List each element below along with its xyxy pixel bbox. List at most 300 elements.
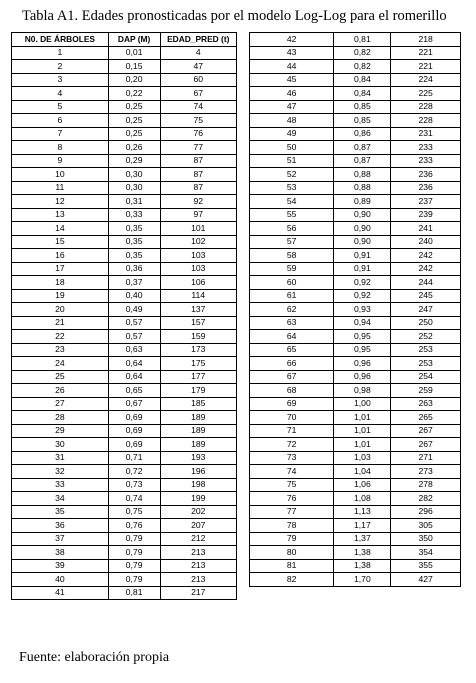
table-row [250,249,461,263]
table-body-left [12,46,237,600]
table-row [250,559,461,573]
cell-dap: 0,15 [108,60,160,74]
table-row [250,438,461,452]
cell-age: 236 [391,168,461,182]
cell-dap: 1,13 [334,505,391,519]
cell-age: 179 [160,384,237,398]
table-row [250,343,461,357]
cell-age: 137 [160,303,237,317]
cell-age: 212 [160,532,237,546]
cell-tree-number: 24 [12,357,109,371]
cell-tree-number: 41 [12,586,109,600]
table-row [250,478,461,492]
cell-dap: 0,85 [334,100,391,114]
cell-age: 252 [391,330,461,344]
cell-tree-number: 3 [12,73,109,87]
cell-age: 305 [391,519,461,533]
table-row [12,60,237,74]
cell-age: 77 [160,141,237,155]
cell-dap: 0,29 [108,154,160,168]
table-row [12,262,237,276]
cell-tree-number: 56 [250,222,334,236]
cell-tree-number: 75 [250,478,334,492]
table-row [250,46,461,60]
table-row [250,195,461,209]
cell-age: 74 [160,100,237,114]
cell-dap: 1,38 [334,559,391,573]
cell-tree-number: 32 [12,465,109,479]
table-row [250,370,461,384]
cell-tree-number: 79 [250,532,334,546]
table-row [12,100,237,114]
cell-dap: 1,38 [334,546,391,560]
cell-age: 237 [391,195,461,209]
cell-dap: 0,92 [334,289,391,303]
cell-age: 87 [160,154,237,168]
cell-age: 263 [391,397,461,411]
table-row [250,397,461,411]
table-row [250,168,461,182]
cell-tree-number: 78 [250,519,334,533]
table-row [250,141,461,155]
table-row [12,195,237,209]
cell-tree-number: 14 [12,222,109,236]
cell-dap: 0,64 [108,370,160,384]
table-row [250,424,461,438]
cell-tree-number: 52 [250,168,334,182]
table-row [250,181,461,195]
table-row [12,505,237,519]
cell-dap: 0,86 [334,127,391,141]
table-row [12,235,237,249]
table-row [250,411,461,425]
cell-tree-number: 59 [250,262,334,276]
cell-tree-number: 12 [12,195,109,209]
table-row [12,181,237,195]
cell-tree-number: 50 [250,141,334,155]
cell-tree-number: 38 [12,546,109,560]
table-row [250,573,461,587]
cell-age: 189 [160,438,237,452]
cell-tree-number: 64 [250,330,334,344]
table-row [250,100,461,114]
cell-dap: 0,35 [108,222,160,236]
cell-age: 60 [160,73,237,87]
cell-dap: 0,81 [334,33,391,47]
cell-dap: 1,37 [334,532,391,546]
cell-dap: 0,35 [108,249,160,263]
cell-tree-number: 47 [250,100,334,114]
cell-dap: 0,87 [334,141,391,155]
cell-dap: 0,79 [108,546,160,560]
table-row [12,411,237,425]
cell-age: 103 [160,262,237,276]
table-row [250,316,461,330]
cell-tree-number: 71 [250,424,334,438]
cell-age: 159 [160,330,237,344]
cell-dap: 0,40 [108,289,160,303]
cell-tree-number: 2 [12,60,109,74]
table-row [12,357,237,371]
cell-tree-number: 42 [250,33,334,47]
table-row [12,141,237,155]
cell-tree-number: 77 [250,505,334,519]
cell-age: 4 [160,46,237,60]
cell-tree-number: 13 [12,208,109,222]
cell-age: 240 [391,235,461,249]
table-row [250,451,461,465]
cell-dap: 0,69 [108,424,160,438]
cell-dap: 1,70 [334,573,391,587]
cell-tree-number: 22 [12,330,109,344]
cell-tree-number: 70 [250,411,334,425]
cell-tree-number: 4 [12,87,109,101]
cell-tree-number: 27 [12,397,109,411]
cell-tree-number: 9 [12,154,109,168]
cell-tree-number: 18 [12,276,109,290]
cell-tree-number: 67 [250,370,334,384]
cell-tree-number: 29 [12,424,109,438]
cell-dap: 0,75 [108,505,160,519]
cell-tree-number: 23 [12,343,109,357]
table-row [12,249,237,263]
cell-age: 218 [391,33,461,47]
cell-age: 75 [160,114,237,128]
cell-dap: 0,67 [108,397,160,411]
cell-dap: 0,25 [108,114,160,128]
cell-dap: 0,37 [108,276,160,290]
cell-age: 92 [160,195,237,209]
table-row [12,573,237,587]
table-row [250,465,461,479]
cell-age: 207 [160,519,237,533]
cell-age: 350 [391,532,461,546]
cell-dap: 0,92 [334,276,391,290]
age-table-right [249,32,461,587]
cell-tree-number: 39 [12,559,109,573]
cell-dap: 0,90 [334,222,391,236]
table-row [12,438,237,452]
cell-dap: 0,73 [108,478,160,492]
cell-tree-number: 34 [12,492,109,506]
cell-tree-number: 53 [250,181,334,195]
cell-age: 87 [160,181,237,195]
cell-dap: 0,69 [108,438,160,452]
cell-dap: 0,30 [108,168,160,182]
table-body-right [250,33,461,587]
cell-tree-number: 69 [250,397,334,411]
table-row [12,424,237,438]
table-row [250,235,461,249]
cell-tree-number: 28 [12,411,109,425]
table-row [250,546,461,560]
cell-age: 87 [160,168,237,182]
cell-dap: 0,76 [108,519,160,533]
cell-tree-number: 16 [12,249,109,263]
cell-age: 250 [391,316,461,330]
cell-age: 189 [160,424,237,438]
cell-dap: 0,96 [334,357,391,371]
table-row [250,276,461,290]
cell-age: 225 [391,87,461,101]
cell-age: 221 [391,46,461,60]
cell-tree-number: 30 [12,438,109,452]
cell-dap: 0,93 [334,303,391,317]
cell-dap: 0,57 [108,330,160,344]
table-row [250,208,461,222]
cell-age: 196 [160,465,237,479]
cell-tree-number: 54 [250,195,334,209]
table-row [250,492,461,506]
cell-age: 355 [391,559,461,573]
cell-dap: 1,08 [334,492,391,506]
cell-age: 213 [160,546,237,560]
cell-age: 239 [391,208,461,222]
cell-age: 253 [391,343,461,357]
cell-age: 76 [160,127,237,141]
cell-age: 114 [160,289,237,303]
table-row [250,262,461,276]
table-row [12,465,237,479]
cell-age: 67 [160,87,237,101]
cell-dap: 0,88 [334,181,391,195]
cell-dap: 0,81 [108,586,160,600]
source-note: Fuente: elaboración propia [19,650,170,665]
cell-tree-number: 45 [250,73,334,87]
cell-age: 231 [391,127,461,141]
cell-dap: 0,91 [334,262,391,276]
cell-dap: 1,01 [334,438,391,452]
cell-tree-number: 46 [250,87,334,101]
cell-tree-number: 7 [12,127,109,141]
cell-dap: 0,85 [334,114,391,128]
cell-dap: 0,01 [108,46,160,60]
table-row [12,519,237,533]
cell-dap: 1,03 [334,451,391,465]
cell-age: 254 [391,370,461,384]
table-row [12,546,237,560]
cell-dap: 0,90 [334,208,391,222]
table-row [12,168,237,182]
cell-dap: 0,71 [108,451,160,465]
table-row [250,222,461,236]
table-row [12,46,237,60]
cell-dap: 0,79 [108,573,160,587]
cell-dap: 0,31 [108,195,160,209]
table-caption: Tabla A1. Edades pronosticadas por el modelo Log-Log para el romerillo [22,8,447,24]
cell-tree-number: 35 [12,505,109,519]
table-row [12,289,237,303]
cell-tree-number: 82 [250,573,334,587]
table-row [12,303,237,317]
cell-age: 245 [391,289,461,303]
cell-age: 296 [391,505,461,519]
table-row [12,316,237,330]
table-row [250,505,461,519]
table-row [12,276,237,290]
table-row [12,222,237,236]
cell-dap: 1,04 [334,465,391,479]
cell-tree-number: 72 [250,438,334,452]
cell-dap: 0,36 [108,262,160,276]
cell-age: 101 [160,222,237,236]
cell-dap: 0,25 [108,100,160,114]
table-row [250,330,461,344]
cell-dap: 1,17 [334,519,391,533]
cell-age: 242 [391,249,461,263]
cell-age: 273 [391,465,461,479]
cell-dap: 0,74 [108,492,160,506]
cell-dap: 0,69 [108,411,160,425]
table-row [12,154,237,168]
cell-age: 233 [391,154,461,168]
cell-age: 175 [160,357,237,371]
cell-age: 103 [160,249,237,263]
cell-dap: 0,33 [108,208,160,222]
cell-tree-number: 66 [250,357,334,371]
cell-tree-number: 20 [12,303,109,317]
cell-dap: 0,95 [334,343,391,357]
cell-tree-number: 55 [250,208,334,222]
cell-age: 282 [391,492,461,506]
table-row [250,73,461,87]
cell-age: 157 [160,316,237,330]
cell-age: 253 [391,357,461,371]
header-dap: DAP (M) [108,33,160,47]
cell-dap: 0,79 [108,532,160,546]
cell-dap: 1,00 [334,397,391,411]
table-row [250,303,461,317]
table-row [12,127,237,141]
cell-age: 354 [391,546,461,560]
table-row [250,60,461,74]
cell-tree-number: 6 [12,114,109,128]
cell-age: 259 [391,384,461,398]
cell-dap: 0,94 [334,316,391,330]
table-row [12,114,237,128]
header-age: EDAD_PRED (t) [160,33,237,47]
cell-dap: 0,79 [108,559,160,573]
cell-dap: 0,84 [334,87,391,101]
cell-tree-number: 17 [12,262,109,276]
table-row [12,330,237,344]
table-row [250,127,461,141]
cell-age: 202 [160,505,237,519]
cell-dap: 0,82 [334,46,391,60]
cell-age: 193 [160,451,237,465]
cell-tree-number: 81 [250,559,334,573]
table-row [12,451,237,465]
cell-age: 189 [160,411,237,425]
cell-dap: 0,30 [108,181,160,195]
table-row [12,384,237,398]
cell-dap: 0,91 [334,249,391,263]
cell-tree-number: 43 [250,46,334,60]
cell-age: 267 [391,438,461,452]
cell-age: 47 [160,60,237,74]
cell-age: 228 [391,114,461,128]
table-row [12,478,237,492]
table-row [250,384,461,398]
table-row [12,87,237,101]
cell-age: 247 [391,303,461,317]
cell-age: 221 [391,60,461,74]
cell-tree-number: 31 [12,451,109,465]
cell-dap: 0,64 [108,357,160,371]
cell-dap: 0,98 [334,384,391,398]
cell-age: 236 [391,181,461,195]
cell-dap: 0,25 [108,127,160,141]
cell-age: 97 [160,208,237,222]
cell-age: 173 [160,343,237,357]
header-row [12,33,237,47]
cell-dap: 0,96 [334,370,391,384]
table-row [12,370,237,384]
cell-tree-number: 15 [12,235,109,249]
cell-age: 233 [391,141,461,155]
cell-tree-number: 63 [250,316,334,330]
header-trees: N0. DE ÁRBOLES [12,33,109,47]
cell-age: 217 [160,586,237,600]
cell-dap: 0,82 [334,60,391,74]
cell-dap: 1,01 [334,424,391,438]
cell-dap: 0,49 [108,303,160,317]
cell-tree-number: 40 [12,573,109,587]
cell-age: 271 [391,451,461,465]
cell-tree-number: 10 [12,168,109,182]
cell-tree-number: 1 [12,46,109,60]
cell-age: 198 [160,478,237,492]
cell-tree-number: 48 [250,114,334,128]
cell-tree-number: 33 [12,478,109,492]
cell-dap: 0,90 [334,235,391,249]
table-row [250,289,461,303]
cell-dap: 0,88 [334,168,391,182]
table-row [12,343,237,357]
cell-dap: 0,65 [108,384,160,398]
table-row [250,114,461,128]
cell-age: 427 [391,573,461,587]
cell-dap: 0,89 [334,195,391,209]
cell-dap: 1,01 [334,411,391,425]
cell-dap: 0,57 [108,316,160,330]
cell-tree-number: 57 [250,235,334,249]
cell-tree-number: 19 [12,289,109,303]
table-row [12,208,237,222]
cell-dap: 0,87 [334,154,391,168]
cell-age: 106 [160,276,237,290]
cell-dap: 0,20 [108,73,160,87]
cell-tree-number: 73 [250,451,334,465]
cell-tree-number: 60 [250,276,334,290]
cell-tree-number: 44 [250,60,334,74]
table-row [12,532,237,546]
cell-tree-number: 51 [250,154,334,168]
cell-tree-number: 62 [250,303,334,317]
cell-dap: 0,84 [334,73,391,87]
cell-tree-number: 25 [12,370,109,384]
table-row [250,33,461,47]
cell-age: 265 [391,411,461,425]
cell-tree-number: 26 [12,384,109,398]
cell-tree-number: 65 [250,343,334,357]
cell-dap: 0,72 [108,465,160,479]
cell-age: 213 [160,573,237,587]
cell-age: 228 [391,100,461,114]
cell-age: 224 [391,73,461,87]
cell-age: 278 [391,478,461,492]
table-row [12,586,237,600]
